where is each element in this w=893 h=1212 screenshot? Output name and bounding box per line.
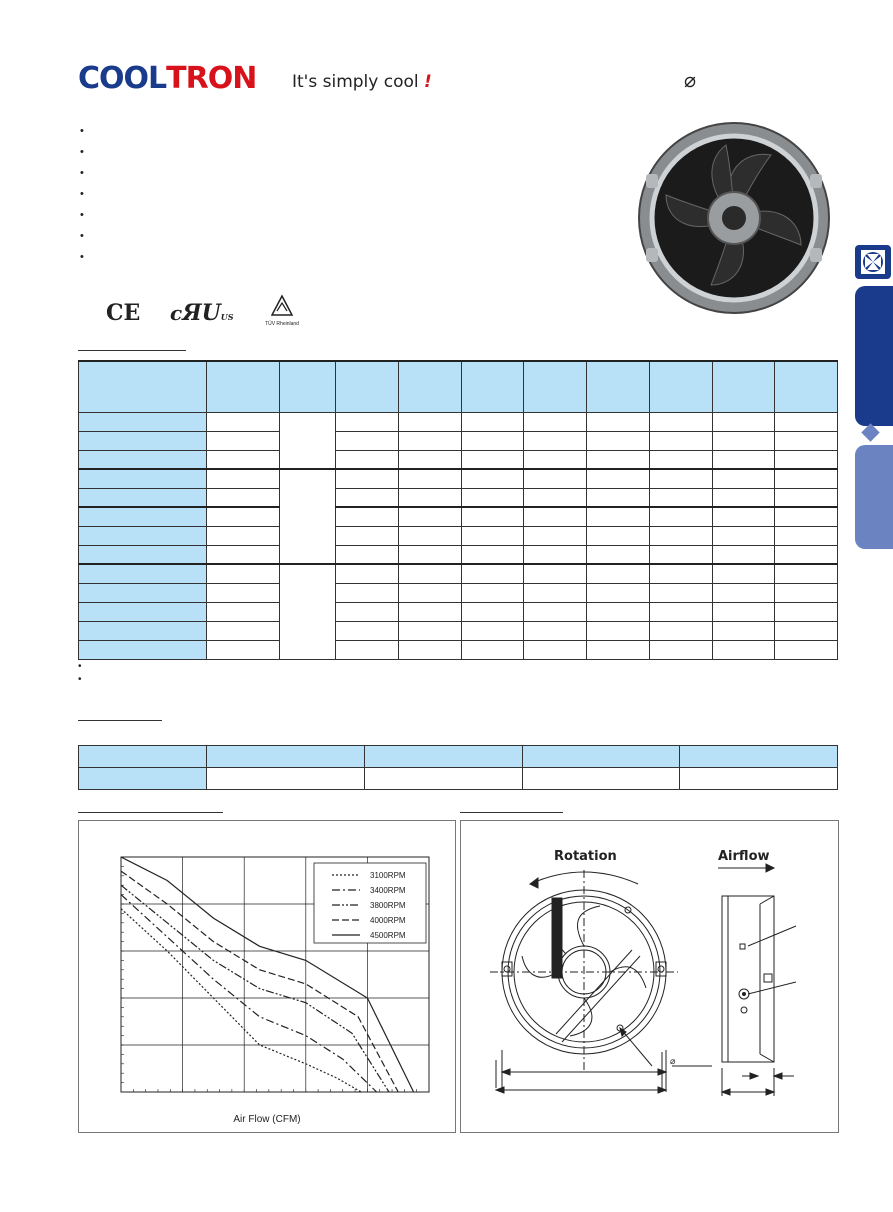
table-cell <box>587 469 650 488</box>
table-cell <box>524 412 587 431</box>
brand-logo <box>78 62 256 94</box>
table-cell <box>712 469 775 488</box>
table-cell <box>336 450 399 469</box>
table-cell <box>398 507 461 526</box>
model-cell <box>79 602 207 621</box>
legend-label: 3800RPM <box>370 901 406 910</box>
tuv-triangle-icon <box>270 294 294 318</box>
model-cell <box>79 431 207 450</box>
table-cell <box>587 450 650 469</box>
table-cell <box>649 469 712 488</box>
table-cell <box>649 450 712 469</box>
diameter-mark: ⌀ <box>670 1056 676 1066</box>
table-cell <box>775 431 838 450</box>
table-row <box>79 526 838 545</box>
table-cell <box>775 450 838 469</box>
table-cell <box>336 640 399 659</box>
model-cell <box>79 621 207 640</box>
table-cell <box>649 564 712 583</box>
table-cell <box>649 545 712 564</box>
specification-table <box>78 360 838 660</box>
airflow-label: Airflow <box>718 849 770 864</box>
table-cell <box>461 507 524 526</box>
table-cell <box>712 564 775 583</box>
table-cell <box>207 431 280 450</box>
feature-bullet <box>80 166 84 187</box>
header-cell <box>775 361 838 412</box>
table-cell <box>461 602 524 621</box>
table-cell <box>207 768 365 790</box>
table-cell <box>336 526 399 545</box>
side-tab-secondary[interactable] <box>855 445 893 549</box>
fan-icon <box>855 245 891 279</box>
feature-list <box>80 124 84 271</box>
table-cell <box>775 507 838 526</box>
logo-text-blue: COOL <box>78 60 167 96</box>
table-row <box>79 412 838 431</box>
table-cell <box>649 412 712 431</box>
feature-bullet <box>80 124 84 145</box>
ul-us-text: US <box>220 312 234 322</box>
tagline <box>292 72 432 92</box>
table-cell <box>79 768 207 790</box>
table-row <box>79 602 838 621</box>
table-cell <box>775 583 838 602</box>
table-cell <box>712 431 775 450</box>
table-cell <box>775 602 838 621</box>
table-cell <box>649 488 712 507</box>
tagline-text: It's simply cool <box>292 72 419 92</box>
table-cell <box>712 602 775 621</box>
performance-chart <box>78 820 456 1133</box>
diameter-symbol: ⌀ <box>684 68 697 92</box>
table-row <box>79 488 838 507</box>
table-cell <box>775 545 838 564</box>
model-cell <box>79 640 207 659</box>
table-cell <box>649 431 712 450</box>
table-cell <box>649 507 712 526</box>
table-cell <box>587 412 650 431</box>
model-cell <box>79 469 207 488</box>
table-cell <box>461 412 524 431</box>
header-cell <box>712 361 775 412</box>
table-cell <box>336 469 399 488</box>
tuv-mark <box>262 294 302 327</box>
table-cell <box>398 602 461 621</box>
table-cell <box>207 583 280 602</box>
table-cell <box>524 507 587 526</box>
table-cell <box>461 621 524 640</box>
tagline-exclamation: ! <box>424 72 432 92</box>
table-cell <box>524 450 587 469</box>
table-cell <box>336 431 399 450</box>
table-row <box>79 431 838 450</box>
table-row <box>79 564 838 583</box>
table-cell <box>587 640 650 659</box>
table-row <box>79 583 838 602</box>
table-cell <box>398 564 461 583</box>
header-cell <box>79 746 207 768</box>
model-cell <box>79 583 207 602</box>
table-cell <box>461 640 524 659</box>
table-cell <box>712 488 775 507</box>
table-row <box>79 545 838 564</box>
table-cell <box>524 526 587 545</box>
fan-photo <box>636 120 832 316</box>
table-cell <box>398 431 461 450</box>
table-cell <box>775 621 838 640</box>
table-cell <box>522 768 680 790</box>
table-cell <box>649 583 712 602</box>
table-row <box>79 640 838 659</box>
header-cell <box>587 361 650 412</box>
table-cell <box>712 450 775 469</box>
feature-bullet <box>80 229 84 250</box>
options-section-underline <box>78 720 162 721</box>
table-cell <box>587 545 650 564</box>
options-table <box>78 745 838 790</box>
table-cell <box>336 412 399 431</box>
table-cell <box>461 545 524 564</box>
table-cell <box>207 602 280 621</box>
table-cell <box>207 564 280 583</box>
table-cell <box>207 621 280 640</box>
table-row <box>79 621 838 640</box>
ce-mark: CE <box>106 300 141 326</box>
table-cell <box>336 621 399 640</box>
table-cell <box>461 526 524 545</box>
table-cell <box>524 640 587 659</box>
table-cell <box>524 488 587 507</box>
table-cell <box>680 768 838 790</box>
table-cell <box>524 564 587 583</box>
fan-icon-tab[interactable] <box>855 245 891 279</box>
table-cell <box>775 526 838 545</box>
model-cell <box>79 488 207 507</box>
table-cell <box>398 526 461 545</box>
table-cell <box>207 526 280 545</box>
table-cell <box>207 450 280 469</box>
table-cell <box>587 583 650 602</box>
table-cell <box>364 768 522 790</box>
model-cell <box>79 564 207 583</box>
header-cell <box>461 361 524 412</box>
model-cell <box>79 507 207 526</box>
dimension-drawing <box>460 820 839 1133</box>
header-cell <box>336 361 399 412</box>
feature-bullet <box>80 187 84 208</box>
table-cell <box>398 488 461 507</box>
table-cell <box>775 412 838 431</box>
feature-bullet <box>80 250 84 271</box>
table-row <box>79 450 838 469</box>
table-cell <box>336 507 399 526</box>
table-cell <box>398 469 461 488</box>
table-cell <box>587 564 650 583</box>
legend-label: 4000RPM <box>370 916 406 925</box>
table-cell <box>461 431 524 450</box>
table-cell <box>398 583 461 602</box>
table-cell <box>461 450 524 469</box>
table-cell <box>524 602 587 621</box>
table-row <box>79 507 838 526</box>
table-cell <box>587 526 650 545</box>
table-cell <box>775 469 838 488</box>
table-cell <box>524 621 587 640</box>
header-cell <box>364 746 522 768</box>
table-cell <box>207 469 280 488</box>
table-cell <box>775 564 838 583</box>
table-cell <box>524 545 587 564</box>
table-cell <box>336 545 399 564</box>
ul-logo-icon: cЯU <box>170 300 221 326</box>
feature-bullet <box>80 145 84 166</box>
header-cell <box>207 361 280 412</box>
table-cell <box>398 640 461 659</box>
table-row <box>79 469 838 488</box>
table-cell <box>336 488 399 507</box>
header-cell <box>398 361 461 412</box>
table-cell <box>775 640 838 659</box>
table-cell <box>461 488 524 507</box>
table-cell <box>649 602 712 621</box>
legend-label: 3400RPM <box>370 886 406 895</box>
table-cell <box>587 431 650 450</box>
voltage-group-cell <box>280 412 336 469</box>
voltage-group-cell <box>280 564 336 659</box>
header-cell <box>680 746 838 768</box>
table-header-row <box>79 361 838 412</box>
table-cell <box>524 583 587 602</box>
voltage-group-cell <box>280 469 336 564</box>
header-cell <box>79 361 207 412</box>
table-cell <box>207 507 280 526</box>
table-cell <box>587 602 650 621</box>
table-cell <box>712 507 775 526</box>
table-cell <box>649 621 712 640</box>
table-cell <box>461 469 524 488</box>
note-bullet <box>78 673 82 686</box>
table-notes <box>78 660 82 686</box>
table-cell <box>649 526 712 545</box>
table-cell <box>207 488 280 507</box>
table-header-row <box>79 746 838 768</box>
table-cell <box>524 431 587 450</box>
table-cell <box>398 450 461 469</box>
note-bullet <box>78 660 82 673</box>
drawing-section-underline <box>460 812 563 813</box>
table-cell <box>398 545 461 564</box>
table-cell <box>207 412 280 431</box>
ul-mark <box>170 300 234 326</box>
model-cell <box>79 450 207 469</box>
table-cell <box>398 621 461 640</box>
legend-label: 4500RPM <box>370 931 406 940</box>
chart-section-underline <box>78 812 223 813</box>
logo-text-red: TRON <box>166 60 257 96</box>
table-cell <box>712 545 775 564</box>
table-cell <box>587 488 650 507</box>
rotation-label: Rotation <box>554 849 617 864</box>
diamond-marker <box>861 423 879 441</box>
table-cell <box>398 412 461 431</box>
table-cell <box>712 621 775 640</box>
tuv-text: TÜV Rheinland <box>265 321 299 327</box>
legend-label: 3100RPM <box>370 871 406 880</box>
table-cell <box>712 640 775 659</box>
table-cell <box>461 564 524 583</box>
table-cell <box>587 621 650 640</box>
table-cell <box>775 488 838 507</box>
table-cell <box>336 602 399 621</box>
table-cell <box>524 469 587 488</box>
table-cell <box>587 507 650 526</box>
model-cell <box>79 412 207 431</box>
side-tab-primary[interactable] <box>855 286 893 426</box>
spec-section-underline <box>78 350 186 351</box>
table-cell <box>712 583 775 602</box>
table-cell <box>649 640 712 659</box>
table-cell <box>207 545 280 564</box>
table-cell <box>207 640 280 659</box>
table-row <box>79 768 838 790</box>
table-cell <box>712 412 775 431</box>
table-cell <box>336 564 399 583</box>
chart-xlabel: Air Flow (CFM) <box>233 1114 301 1125</box>
header-cell <box>649 361 712 412</box>
header-cell <box>522 746 680 768</box>
header-cell <box>207 746 365 768</box>
table-cell <box>336 583 399 602</box>
header-cell <box>280 361 336 412</box>
feature-bullet <box>80 208 84 229</box>
model-cell <box>79 526 207 545</box>
table-cell <box>712 526 775 545</box>
model-cell <box>79 545 207 564</box>
header-cell <box>524 361 587 412</box>
table-cell <box>461 583 524 602</box>
